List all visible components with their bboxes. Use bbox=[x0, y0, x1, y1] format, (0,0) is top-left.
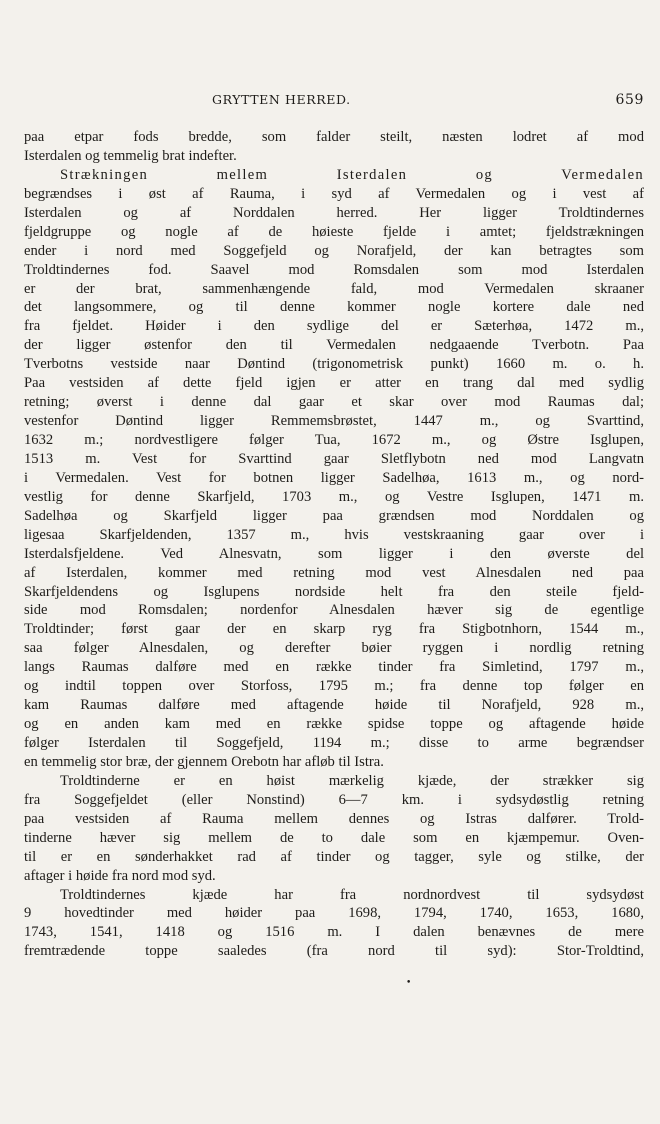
text-line: det langsommere, og til denne kommer nogle kortere dale ned bbox=[24, 299, 644, 316]
text-line: paa vestsiden af Rauma mellem dennes og Istras dalfører. Trold- bbox=[24, 810, 644, 827]
text-line: Sadelhøa og Skarfjeld ligger paa grændsen mod Norddalen og bbox=[24, 507, 644, 524]
text-line: der ligger østenfor den til Vermedalen nedgaaende Tverbotn. Paa bbox=[24, 337, 644, 354]
text-line: Strækningen mellem Isterdalen og Vermedalen bbox=[60, 166, 644, 183]
text-line: fra Soggefjeldet (eller Nonstind) 6—7 km. i sydsydøstlig retning bbox=[24, 791, 644, 808]
body-text bbox=[24, 128, 644, 961]
text-line: Paa vestsiden af dette fjeld igjen er atter en trang dal med sydlig bbox=[24, 375, 644, 392]
text-line: følger Isterdalen til Soggefjeld, 1194 m.; disse to arme begrændser bbox=[24, 735, 644, 751]
text-line: 1513 m. Vest for Svarttind gaar Sletflybotn ned mod Langvatn bbox=[24, 450, 644, 467]
text-line: og indtil toppen over Storfoss, 1795 m.; fra denne top følger en bbox=[24, 678, 644, 695]
text-line: Troldtinderne er en høist mærkelig kjæde, der strækker sig bbox=[60, 772, 644, 789]
text-line: Troldtinder; først gaar der en skarp ryg fra Stigbotnhorn, 1544 m., bbox=[24, 621, 644, 638]
text-line: Tverbotns vestside naar Døntind (trigonometrisk punkt) 1660 m. o. h. bbox=[24, 356, 644, 373]
text-line: i Vermedalen. Vest for botnen ligger Sadelhøa, 1613 m., og nord- bbox=[24, 469, 644, 486]
text-line: fremtrædende toppe saaledes (fra nord til syd): Stor-Troldtind, bbox=[24, 943, 644, 960]
text-line: ender i nord med Soggefjeld og Norafjeld, der kan betragtes som bbox=[24, 242, 644, 259]
text-line: begrændses i øst af Rauma, i syd af Vermedalen og i vest af bbox=[24, 185, 644, 202]
text-line: til er en sønderhakket rad af tinder og tagger, syle og stilke, der bbox=[24, 848, 644, 865]
bottom-mark: • bbox=[406, 978, 412, 988]
text-line: Troldtindernes fod. Saavel mod Romsdalen som mod Isterdalen bbox=[24, 261, 644, 278]
text-line: tinderne hæver sig mellem de to dale som en kjæmpemur. Oven- bbox=[24, 829, 644, 846]
text-line: er der brat, sammenhængende fald, mod Vermedalen skraaner bbox=[24, 280, 644, 297]
text-line: vestlig for denne Skarfjeld, 1703 m., og Vestre Isglupen, 1471 m. bbox=[24, 488, 644, 505]
running-title: GRYTTEN HERRED. bbox=[212, 92, 351, 107]
text-line: langs Raumas dalføre med en række tinder fra Simletind, 1797 m., bbox=[24, 659, 644, 676]
text-line: 1743, 1541, 1418 og 1516 m. I dalen benævnes de mere bbox=[24, 924, 644, 941]
text-line: paa etpar fods bredde, som falder steilt, næsten lodret af mod bbox=[24, 129, 644, 145]
text-line: fra fjeldet. Høider i den sydlige del er Sæterhøa, 1472 m., bbox=[24, 318, 644, 335]
page-number: 659 bbox=[615, 92, 644, 108]
text-line: og en anden kam med en række spidse toppe og aftagende høide bbox=[24, 716, 644, 733]
text-line: 1632 m.; nordvestligere følger Tua, 1672 m., og Østre Isglupen, bbox=[24, 432, 644, 448]
text-line: side mod Romsdalen; nordenfor Alnesdalen hæver sig de egentlige bbox=[24, 602, 644, 619]
text-line: fjeldgruppe og nogle af de høieste fjelde i amtet; fjeldstrækningen bbox=[24, 223, 644, 240]
text-line: kam Raumas dalføre med aftagende høide til Norafjeld, 928 m., bbox=[24, 697, 644, 714]
text-line: Isterdalen og af Norddalen herred. Her ligger Troldtindernes bbox=[24, 204, 644, 221]
text-line: af Isterdalen, kommer med retning mod vest Alnesdalen ned paa bbox=[24, 564, 644, 581]
text-line: vestenfor Døntind ligger Remmemsbrøstet, 1447 m., og Svarttind, bbox=[24, 413, 644, 430]
text-line: Skarfjeldendens og Isglupens nordside helt fra den steile fjeld- bbox=[24, 583, 644, 600]
text-line: ligesaa Skarfjeldenden, 1357 m., hvis vestskraaning gaar over i bbox=[24, 526, 644, 543]
text-line: 9 hovedtinder med høider paa 1698, 1794, 1740, 1653, 1680, bbox=[24, 905, 644, 922]
text-line: en temmelig stor bræ, der gjennem Orebotn har afløb til Istra. bbox=[24, 753, 384, 770]
text-line: saa følger Alnesdalen, og derefter bøier ryggen i nordlig retning bbox=[24, 640, 644, 657]
text-line: Isterdalen og temmelig brat indefter. bbox=[24, 147, 237, 164]
text-line: Troldtindernes kjæde har fra nordnordvest til sydsydøst bbox=[60, 886, 644, 903]
text-line: aftager i høide fra nord mod syd. bbox=[24, 867, 216, 884]
text-line: Isterdalsfjeldene. Ved Alnesvatn, som ligger i den øverste del bbox=[24, 545, 644, 562]
text-line: retning; øverst i denne dal gaar et skar over mod Raumas dal; bbox=[24, 394, 644, 411]
